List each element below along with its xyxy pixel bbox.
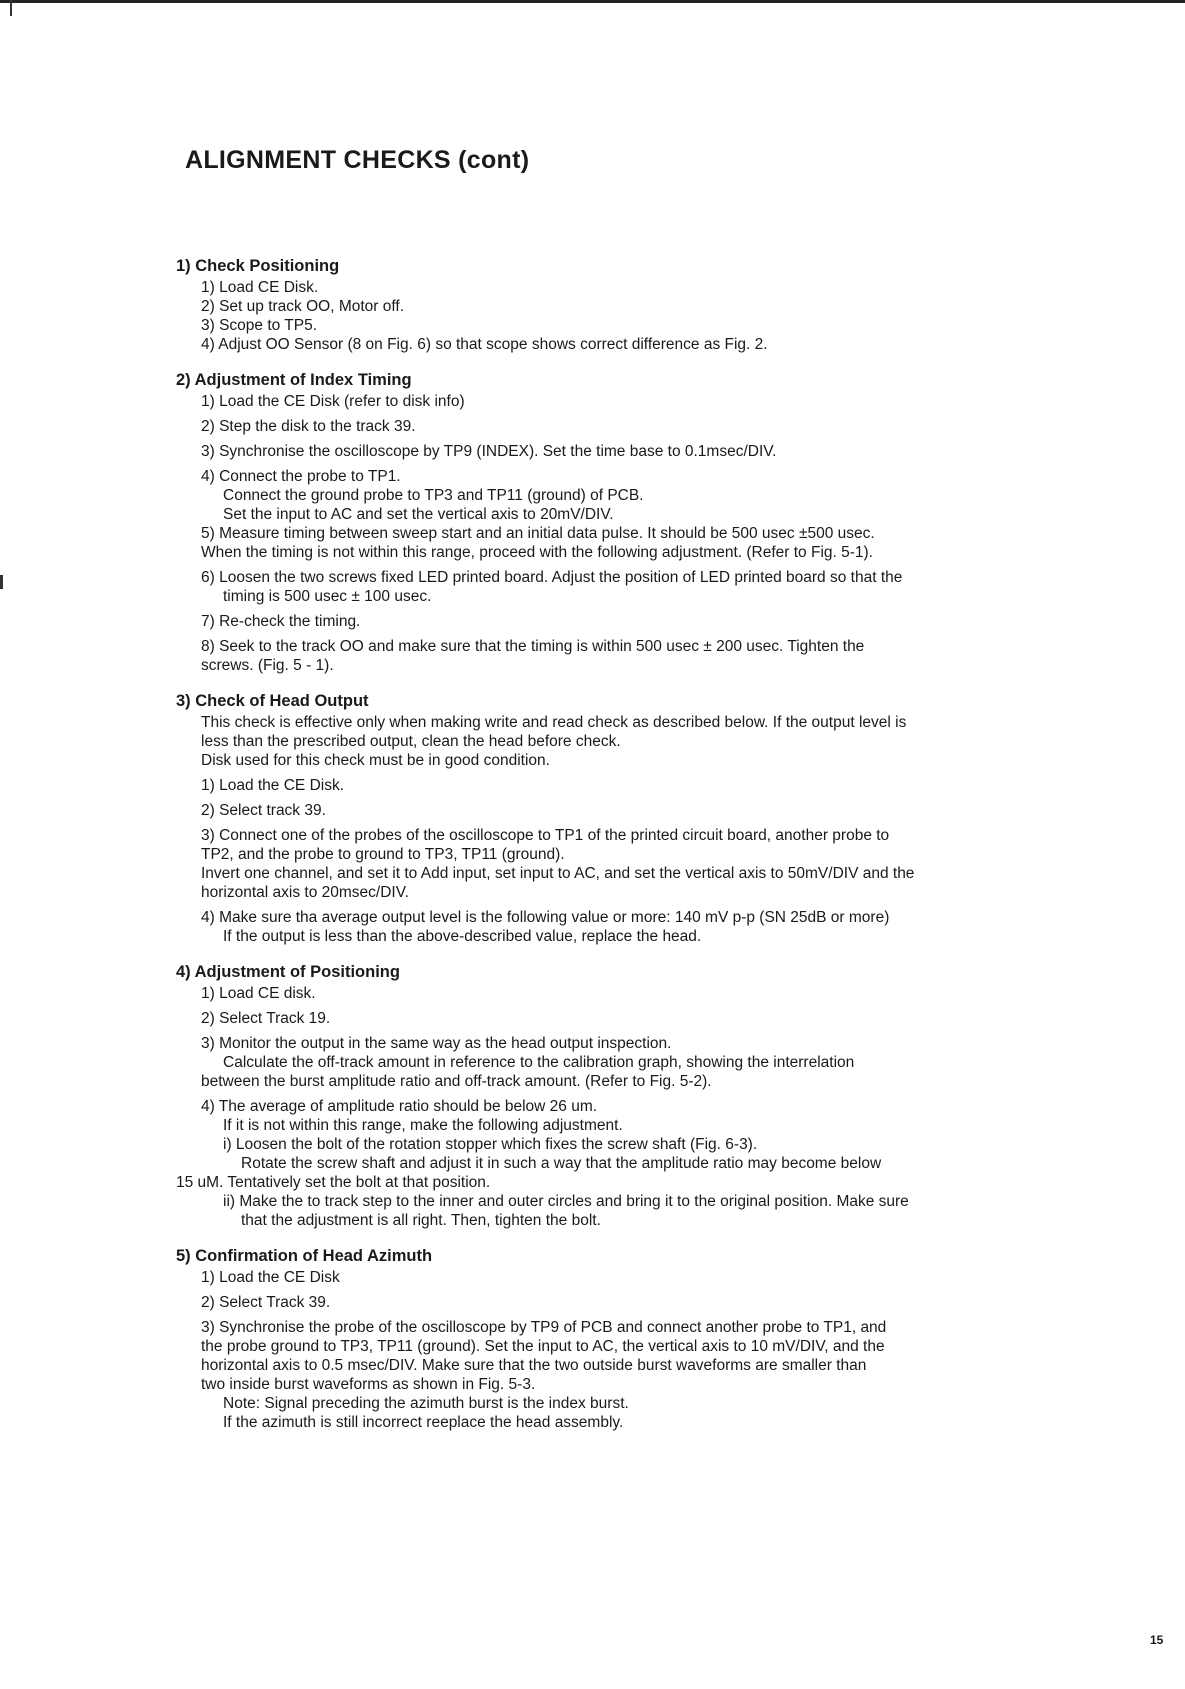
step-continuation: Invert one channel, and set it to Add input, set input to AC, and set the vertical axis to 50mV/DIV and the	[201, 865, 915, 882]
step-continuation: If the output is less than the above-described value, replace the head.	[223, 928, 702, 945]
step-line: 2) Select Track 19.	[201, 1010, 331, 1027]
step-line: 2) Select track 39.	[201, 802, 326, 819]
step-line: 3) Scope to TP5.	[201, 317, 318, 334]
step-line: 1) Load the CE Disk (refer to disk info)	[201, 393, 465, 410]
paragraph-line: less than the prescribed output, clean the head before check.	[201, 733, 621, 750]
step-line: 3) Monitor the output in the same way as the head output inspection.	[201, 1035, 672, 1052]
binding-mark	[0, 575, 3, 589]
paragraph-line: This check is effective only when making write and read check as described below. If the output level is	[201, 714, 907, 731]
sub-step-continuation: Rotate the screw shaft and adjust it in such a way that the amplitude ratio may become below	[241, 1155, 882, 1172]
step-continuation: screws. (Fig. 5 - 1).	[201, 657, 334, 674]
step-line: 1) Load CE Disk.	[201, 279, 319, 296]
step-line: 4) The average of amplitude ratio should be below 26 um.	[201, 1098, 598, 1115]
step-line: 3) Connect one of the probes of the oscilloscope to TP1 of the printed circuit board, another probe to	[201, 827, 890, 844]
step-line: 2) Select Track 39.	[201, 1294, 331, 1311]
document-body	[176, 256, 1076, 1448]
step-continuation: the probe ground to TP3, TP11 (ground). Set the input to AC, the vertical axis to 10 mV/DIV, and the	[201, 1338, 885, 1355]
section-adjustment-positioning	[176, 962, 1076, 1230]
step-line: 2) Step the disk to the track 39.	[201, 418, 416, 435]
note-line: If the azimuth is still incorrect reeplace the head assembly.	[223, 1414, 624, 1431]
sub-step-continuation: 15 uM. Tentatively set the bolt at that position.	[176, 1174, 491, 1191]
sub-step-continuation: that the adjustment is all right. Then, tighten the bolt.	[241, 1212, 601, 1229]
step-line: 4) Make sure tha average output level is the following value or more: 140 mV p-p (SN 25dB or more)	[201, 909, 890, 926]
step-continuation: Set the input to AC and set the vertical axis to 20mV/DIV.	[223, 506, 614, 523]
page-title: ALIGNMENT CHECKS (cont)	[185, 146, 530, 174]
section-heading: 5) Confirmation of Head Azimuth	[176, 1247, 433, 1265]
step-line: 3) Synchronise the probe of the oscilloscope by TP9 of PCB and connect another probe to TP1, and	[201, 1319, 887, 1336]
section-heading: 2) Adjustment of Index Timing	[176, 371, 412, 389]
page-number: 15	[1150, 1633, 1164, 1647]
sub-step-line: i) Loosen the bolt of the rotation stopper which fixes the screw shaft (Fig. 6-3).	[223, 1136, 758, 1153]
step-line: 8) Seek to the track OO and make sure that the timing is within 500 usec ± 200 usec. Tighten the	[201, 638, 865, 655]
step-line: 5) Measure timing between sweep start and an initial data pulse. It should be 500 usec ±500 usec.	[201, 525, 875, 542]
step-line: 2) Set up track OO, Motor off.	[201, 298, 405, 315]
sub-step-line: ii) Make the to track step to the inner and outer circles and bring it to the original position. Make sure	[223, 1193, 909, 1210]
step-continuation: Connect the ground probe to TP3 and TP11 (ground) of PCB.	[223, 487, 644, 504]
step-continuation: between the burst amplitude ratio and off-track amount. (Refer to Fig. 5-2).	[201, 1073, 712, 1090]
section-heading: 3) Check of Head Output	[176, 692, 369, 710]
step-continuation: Calculate the off-track amount in reference to the calibration graph, showing the interrelation	[223, 1054, 855, 1071]
step-continuation: horizontal axis to 0.5 msec/DIV. Make sure that the two outside burst waveforms are smaller than	[201, 1357, 867, 1374]
section-index-timing	[176, 370, 1076, 675]
step-line: 6) Loosen the two screws fixed LED printed board. Adjust the position of LED printed board so that the	[201, 569, 903, 586]
step-line: 1) Load the CE Disk.	[201, 777, 345, 794]
step-continuation: horizontal axis to 20msec/DIV.	[201, 884, 409, 901]
step-line: 1) Load the CE Disk	[201, 1269, 340, 1286]
section-head-output	[176, 691, 1076, 946]
step-line: 4) Adjust OO Sensor (8 on Fig. 6) so that scope shows correct difference as Fig. 2.	[201, 336, 768, 353]
note-line: Note: Signal preceding the azimuth burst is the index burst.	[223, 1395, 629, 1412]
step-line: 3) Synchronise the oscilloscope by TP9 (INDEX). Set the time base to 0.1msec/DIV.	[201, 443, 777, 460]
step-continuation: If it is not within this range, make the following adjustment.	[223, 1117, 623, 1134]
step-continuation: timing is 500 usec ± 100 usec.	[223, 588, 432, 605]
step-line: 1) Load CE disk.	[201, 985, 316, 1002]
step-continuation: TP2, and the probe to ground to TP3, TP11 (ground).	[201, 846, 565, 863]
step-line: 4) Connect the probe to TP1.	[201, 468, 401, 485]
section-heading: 1) Check Positioning	[176, 257, 340, 275]
corner-mark	[10, 0, 12, 16]
step-line: 7) Re-check the timing.	[201, 613, 361, 630]
top-border-rule	[0, 0, 1185, 3]
section-check-positioning	[176, 256, 1076, 354]
step-continuation: When the timing is not within this range, proceed with the following adjustment. (Refer to Fig. 5-1).	[201, 544, 873, 561]
step-continuation: two inside burst waveforms as shown in Fig. 5-3.	[201, 1376, 536, 1393]
paragraph-line: Disk used for this check must be in good condition.	[201, 752, 550, 769]
section-head-azimuth	[176, 1246, 1076, 1432]
section-heading: 4) Adjustment of Positioning	[176, 963, 400, 981]
